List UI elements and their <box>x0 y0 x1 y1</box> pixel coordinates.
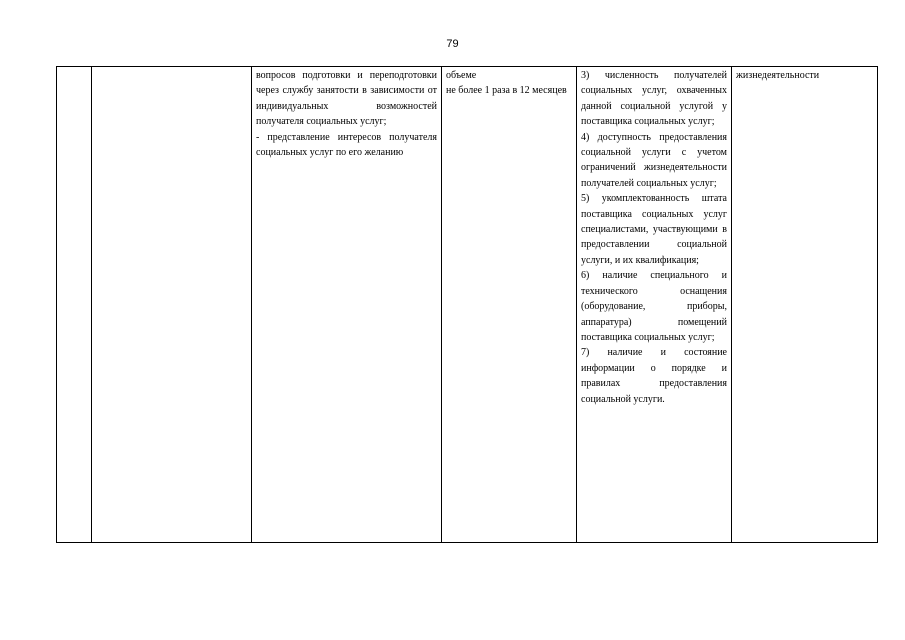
indicator-paragraph: 5) укомплектованность штата поставщика социальных услуг специалистами, участвующими в предоставлении социальной услуги, и их квалификация; <box>581 193 727 266</box>
term-paragraph: не более 1 раза в 12 месяцев <box>446 85 567 97</box>
cell-number <box>57 67 92 543</box>
table-row <box>57 67 878 543</box>
cell-service-description <box>252 67 442 543</box>
page-number: 79 <box>446 38 459 50</box>
indicator-paragraph: 7) наличие и состояние информации о порядке и правилах предоставления социальной услуги. <box>581 347 727 405</box>
indicator-paragraph: 3) численность получателей социальных услуг, охваченных данной социальной услугой у поставщика социальных услуг; <box>581 70 727 128</box>
indicator-paragraph: 4) доступность предоставления социальной услуги с учетом ограничений жизнедеятельности получателей социальных услуг; <box>581 131 727 189</box>
description-paragraph: вопросов подготовки и переподготовки через службу занятости в зависимости от индивидуальных возможностей получателя социальных услуг; <box>256 70 437 128</box>
indicator-paragraph: 6) наличие специального и технического оснащения (оборудование, приборы, аппаратура) помещений поставщика социальных услуг; <box>581 270 727 343</box>
cell-result-assessment: жизнедеятельности <box>732 67 878 543</box>
description-paragraph: - представление интересов получателя социальных услуг по его желанию <box>256 131 437 159</box>
cell-service-name <box>92 67 252 543</box>
cell-quality-indicators <box>577 67 732 543</box>
term-paragraph: объеме <box>446 70 477 81</box>
cell-service-term <box>442 67 577 543</box>
document-table <box>56 66 878 543</box>
